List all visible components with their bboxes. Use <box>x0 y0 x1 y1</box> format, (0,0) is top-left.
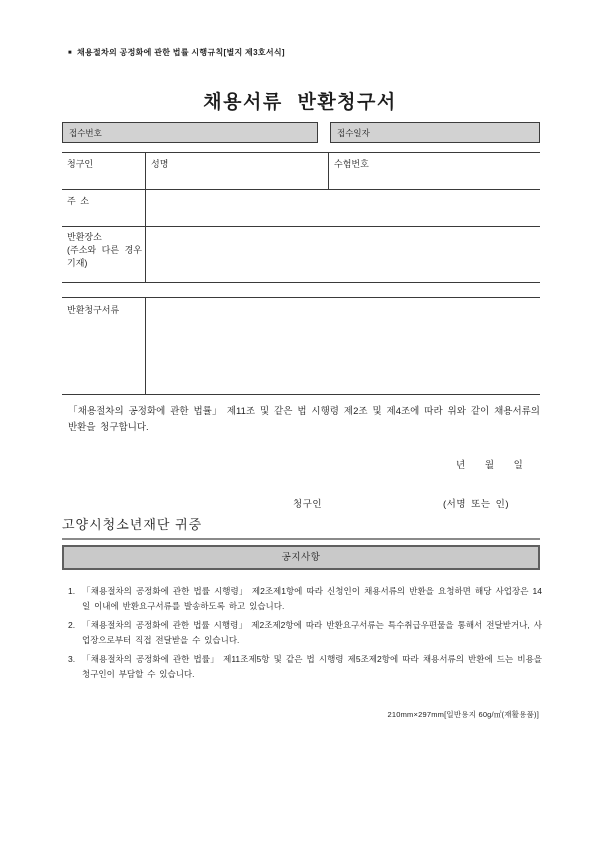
notice-item-text: 「채용절차의 공정화에 관한 법률 시행령」 제2조제2항에 따라 반환요구서류는 특수취급우편물을 통해서 전달받거나, 사업장으로부터 직접 전달받을 수 있습니다. <box>82 620 542 645</box>
square-bullet-icon: ■ <box>68 50 72 56</box>
receipt-date-field[interactable] <box>386 123 539 142</box>
declaration-text: 「채용절차의 공정화에 관한 법률」 제11조 및 같은 법 시행령 제2조 및 제4조에 따라 위와 같이 채용서류의 반환을 청구합니다. <box>68 406 540 433</box>
return-place-note: (주소와 다른 경우 기재) <box>67 245 142 268</box>
section-separator <box>62 538 540 540</box>
notice-item-number: 3. <box>68 654 76 664</box>
receipt-number-field[interactable] <box>118 123 317 142</box>
return-documents-label: 반환청구서류 <box>67 305 120 315</box>
notice-item <box>68 618 542 648</box>
name-label: 성명 <box>151 159 169 169</box>
column-divider <box>328 153 329 189</box>
notice-item-text: 「채용절차의 공정화에 관한 법률」 제11조제5항 및 같은 법 시행령 제5조제2항에 따라 채용서류의 반환에 드는 비용을 청구인이 부담할 수 있습니다. <box>82 654 542 679</box>
table-row-address <box>62 189 540 226</box>
signature-field[interactable] <box>330 490 435 510</box>
notice-item-number: 1. <box>68 586 76 596</box>
name-field[interactable] <box>147 154 327 188</box>
form-rule-note <box>68 47 285 58</box>
column-divider <box>145 298 146 394</box>
column-divider <box>145 153 146 189</box>
column-divider <box>145 190 146 226</box>
notice-item <box>68 584 542 614</box>
signer-label: 청구인 <box>293 499 323 510</box>
return-documents-field[interactable] <box>147 299 540 393</box>
return-documents-table <box>62 297 540 395</box>
recipient-line: 고양시청소년재단 귀중 <box>62 517 203 532</box>
address-label: 주 소 <box>67 196 90 206</box>
return-place-label-text: 반환장소 <box>67 232 102 242</box>
receipt-date-cell <box>330 122 540 143</box>
notice-list <box>68 584 542 686</box>
applicant-info-table <box>62 152 540 283</box>
exam-number-label: 수험번호 <box>334 159 369 169</box>
receipt-date-label: 접수일자 <box>337 128 370 138</box>
notice-item <box>68 652 542 682</box>
paper-spec-footer: 210mm×297mm[일반용지 60g/㎡(재활용품)] <box>387 710 539 719</box>
return-place-label <box>67 231 142 270</box>
return-place-field[interactable] <box>147 228 540 281</box>
receipt-number-label: 접수번호 <box>69 128 102 138</box>
signature-note: (서명 또는 인) <box>443 499 509 510</box>
notice-item-number: 2. <box>68 620 76 630</box>
table-row-claimant <box>62 152 540 189</box>
address-field[interactable] <box>147 191 540 225</box>
notice-header: 공지사항 <box>62 545 540 570</box>
form-rule-note-text: 채용절차의 공정화에 관한 법률 시행규칙[별지 제3호서식] <box>76 48 285 57</box>
table-row-return-place <box>62 226 540 283</box>
notice-item-text: 「채용절차의 공정화에 관한 법률 시행령」 제2조제1항에 따라 신청인이 채용서류의 반환을 요청하면 해당 사업장은 14일 이내에 반환요구서류를 발송하도록 하고 있습니다. <box>82 586 542 611</box>
claimant-label: 청구인 <box>67 159 94 169</box>
exam-number-field[interactable] <box>330 154 540 188</box>
receipt-number-cell <box>62 122 318 143</box>
column-divider <box>145 227 146 282</box>
page-title: 채용서류 반환청구서 <box>203 92 397 113</box>
date-line: 년 월 일 <box>456 460 523 471</box>
